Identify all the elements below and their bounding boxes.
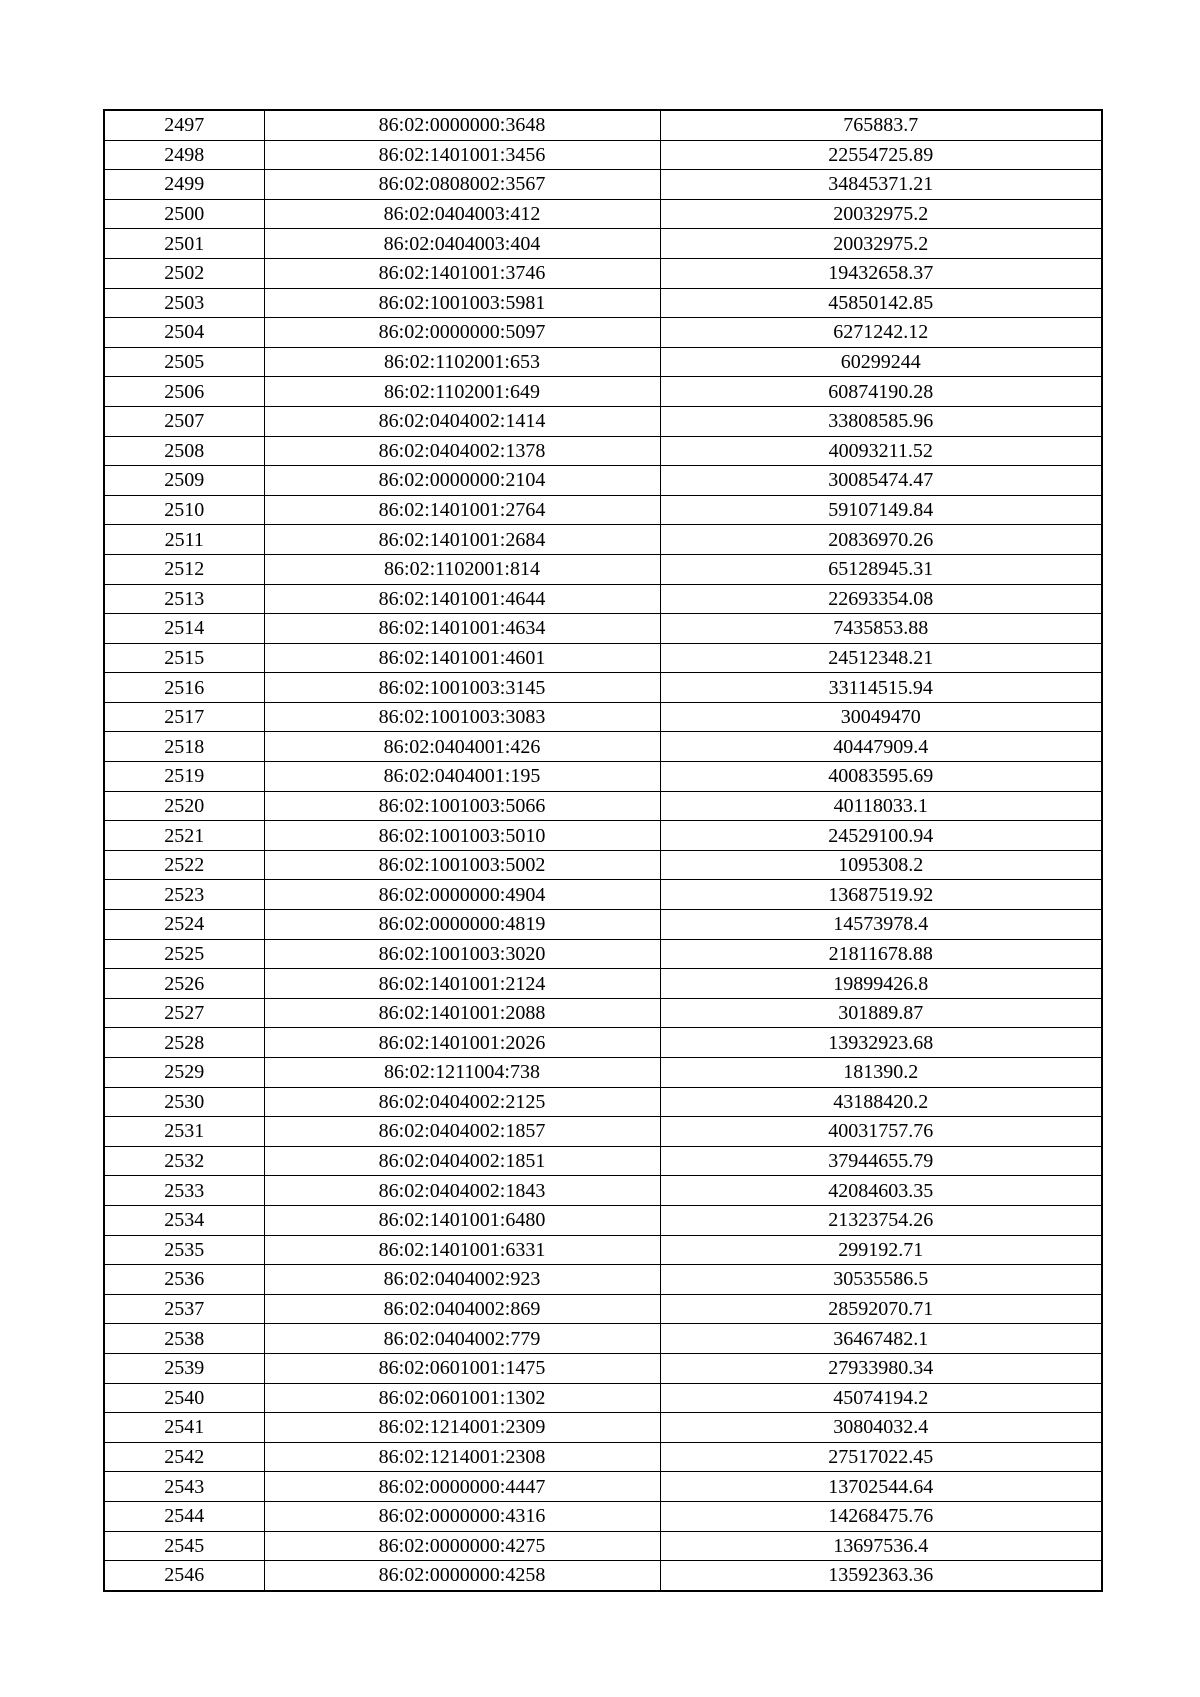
cadastral-value-cell: 30535586.5	[660, 1265, 1102, 1295]
cadastral-number-cell: 86:02:0000000:5097	[264, 318, 660, 348]
cadastral-value-cell: 24529100.94	[660, 821, 1102, 851]
row-number-cell: 2514	[104, 614, 264, 644]
cadastral-number-cell: 86:02:1001003:5002	[264, 850, 660, 880]
table-row	[104, 554, 1102, 584]
row-number-cell: 2546	[104, 1561, 264, 1591]
cadastral-number-cell: 86:02:0404002:1851	[264, 1146, 660, 1176]
cadastral-value-cell: 27933980.34	[660, 1353, 1102, 1383]
cadastral-value-cell: 43188420.2	[660, 1087, 1102, 1117]
row-number-cell: 2499	[104, 170, 264, 200]
cadastral-value-cell: 40447909.4	[660, 732, 1102, 762]
cadastral-value-cell: 40031757.76	[660, 1117, 1102, 1147]
cadastral-number-cell: 86:02:0404001:426	[264, 732, 660, 762]
cadastral-number-cell: 86:02:1001003:3145	[264, 673, 660, 703]
cadastral-value-cell: 19432658.37	[660, 258, 1102, 288]
cadastral-value-cell: 21811678.88	[660, 939, 1102, 969]
row-number-cell: 2520	[104, 791, 264, 821]
row-number-cell: 2513	[104, 584, 264, 614]
row-number-cell: 2497	[104, 110, 264, 140]
cadastral-value-cell: 13697536.4	[660, 1531, 1102, 1561]
row-number-cell: 2509	[104, 466, 264, 496]
cadastral-number-cell: 86:02:0000000:4275	[264, 1531, 660, 1561]
cadastral-number-cell: 86:02:0404002:2125	[264, 1087, 660, 1117]
cadastral-number-cell: 86:02:1001003:3020	[264, 939, 660, 969]
cadastral-value-cell: 14268475.76	[660, 1501, 1102, 1531]
table-row	[104, 791, 1102, 821]
row-number-cell: 2510	[104, 495, 264, 525]
table-row	[104, 110, 1102, 140]
table-row	[104, 1472, 1102, 1502]
cadastral-number-cell: 86:02:0404001:195	[264, 762, 660, 792]
cadastral-number-cell: 86:02:1214001:2308	[264, 1442, 660, 1472]
table-row	[104, 318, 1102, 348]
cadastral-value-cell: 45850142.85	[660, 288, 1102, 318]
cadastral-number-cell: 86:02:0601001:1475	[264, 1353, 660, 1383]
cadastral-value-cell: 60299244	[660, 347, 1102, 377]
cadastral-number-cell: 86:02:1401001:2684	[264, 525, 660, 555]
row-number-cell: 2531	[104, 1117, 264, 1147]
cadastral-number-cell: 86:02:1401001:2764	[264, 495, 660, 525]
cadastral-value-cell: 59107149.84	[660, 495, 1102, 525]
cadastral-value-cell: 22693354.08	[660, 584, 1102, 614]
table-row	[104, 1087, 1102, 1117]
cadastral-number-cell: 86:02:1401001:3456	[264, 140, 660, 170]
table-row	[104, 288, 1102, 318]
row-number-cell: 2515	[104, 643, 264, 673]
cadastral-value-cell: 19899426.8	[660, 969, 1102, 999]
cadastral-number-cell: 86:02:0404002:1378	[264, 436, 660, 466]
table-row	[104, 1442, 1102, 1472]
cadastral-value-cell: 27517022.45	[660, 1442, 1102, 1472]
row-number-cell: 2543	[104, 1472, 264, 1502]
row-number-cell: 2518	[104, 732, 264, 762]
cadastral-value-table	[103, 109, 1103, 1592]
row-number-cell: 2534	[104, 1205, 264, 1235]
cadastral-number-cell: 86:02:0601001:1302	[264, 1383, 660, 1413]
cadastral-number-cell: 86:02:0404002:923	[264, 1265, 660, 1295]
row-number-cell: 2503	[104, 288, 264, 318]
cadastral-value-cell: 20032975.2	[660, 229, 1102, 259]
row-number-cell: 2502	[104, 258, 264, 288]
table-row	[104, 1324, 1102, 1354]
table-row	[104, 1561, 1102, 1591]
cadastral-value-cell: 33114515.94	[660, 673, 1102, 703]
table-row	[104, 673, 1102, 703]
cadastral-number-cell: 86:02:1214001:2309	[264, 1413, 660, 1443]
table-row	[104, 1531, 1102, 1561]
cadastral-value-cell: 13932923.68	[660, 1028, 1102, 1058]
table-row	[104, 1265, 1102, 1295]
table-row	[104, 1413, 1102, 1443]
cadastral-value-cell: 65128945.31	[660, 554, 1102, 584]
cadastral-number-cell: 86:02:1401001:6331	[264, 1235, 660, 1265]
cadastral-number-cell: 86:02:0404002:1843	[264, 1176, 660, 1206]
cadastral-value-cell: 34845371.21	[660, 170, 1102, 200]
table-row	[104, 1146, 1102, 1176]
cadastral-number-cell: 86:02:1401001:4644	[264, 584, 660, 614]
row-number-cell: 2540	[104, 1383, 264, 1413]
cadastral-value-cell: 36467482.1	[660, 1324, 1102, 1354]
row-number-cell: 2539	[104, 1353, 264, 1383]
cadastral-number-cell: 86:02:0000000:3648	[264, 110, 660, 140]
table-row	[104, 199, 1102, 229]
table-row	[104, 584, 1102, 614]
row-number-cell: 2508	[104, 436, 264, 466]
row-number-cell: 2516	[104, 673, 264, 703]
row-number-cell: 2536	[104, 1265, 264, 1295]
row-number-cell: 2525	[104, 939, 264, 969]
table-row	[104, 910, 1102, 940]
cadastral-number-cell: 86:02:0404002:1414	[264, 406, 660, 436]
table-row	[104, 466, 1102, 496]
table-row	[104, 1235, 1102, 1265]
row-number-cell: 2530	[104, 1087, 264, 1117]
row-number-cell: 2523	[104, 880, 264, 910]
row-number-cell: 2524	[104, 910, 264, 940]
cadastral-value-cell: 765883.7	[660, 110, 1102, 140]
table-row	[104, 969, 1102, 999]
cadastral-value-cell: 181390.2	[660, 1058, 1102, 1088]
row-number-cell: 2501	[104, 229, 264, 259]
table-row	[104, 821, 1102, 851]
table-row	[104, 1294, 1102, 1324]
cadastral-number-cell: 86:02:0000000:4904	[264, 880, 660, 910]
cadastral-number-cell: 86:02:1401001:6480	[264, 1205, 660, 1235]
row-number-cell: 2517	[104, 702, 264, 732]
cadastral-number-cell: 86:02:1001003:3083	[264, 702, 660, 732]
table-row	[104, 258, 1102, 288]
cadastral-value-cell: 20836970.26	[660, 525, 1102, 555]
cadastral-number-cell: 86:02:0000000:4819	[264, 910, 660, 940]
cadastral-number-cell: 86:02:0404002:869	[264, 1294, 660, 1324]
table-row	[104, 1353, 1102, 1383]
cadastral-number-cell: 86:02:1401001:2124	[264, 969, 660, 999]
table-row	[104, 140, 1102, 170]
row-number-cell: 2542	[104, 1442, 264, 1472]
row-number-cell: 2529	[104, 1058, 264, 1088]
row-number-cell: 2512	[104, 554, 264, 584]
cadastral-value-cell: 40083595.69	[660, 762, 1102, 792]
cadastral-value-cell: 13592363.36	[660, 1561, 1102, 1591]
row-number-cell: 2528	[104, 1028, 264, 1058]
table-row	[104, 525, 1102, 555]
cadastral-value-cell: 22554725.89	[660, 140, 1102, 170]
row-number-cell: 2537	[104, 1294, 264, 1324]
row-number-cell: 2526	[104, 969, 264, 999]
cadastral-value-cell: 14573978.4	[660, 910, 1102, 940]
row-number-cell: 2505	[104, 347, 264, 377]
cadastral-number-cell: 86:02:1102001:649	[264, 377, 660, 407]
table-row	[104, 732, 1102, 762]
cadastral-value-cell: 30049470	[660, 702, 1102, 732]
cadastral-number-cell: 86:02:0404003:404	[264, 229, 660, 259]
cadastral-value-cell: 6271242.12	[660, 318, 1102, 348]
table-row	[104, 643, 1102, 673]
table-row	[104, 1028, 1102, 1058]
cadastral-value-cell: 13702544.64	[660, 1472, 1102, 1502]
cadastral-value-cell: 20032975.2	[660, 199, 1102, 229]
row-number-cell: 2500	[104, 199, 264, 229]
table-row	[104, 850, 1102, 880]
cadastral-value-cell: 28592070.71	[660, 1294, 1102, 1324]
row-number-cell: 2541	[104, 1413, 264, 1443]
cadastral-number-cell: 86:02:0404003:412	[264, 199, 660, 229]
table-row	[104, 406, 1102, 436]
row-number-cell: 2538	[104, 1324, 264, 1354]
table-row	[104, 495, 1102, 525]
cadastral-value-cell: 42084603.35	[660, 1176, 1102, 1206]
table-row	[104, 1176, 1102, 1206]
table-row	[104, 229, 1102, 259]
table-row	[104, 939, 1102, 969]
table-row	[104, 347, 1102, 377]
cadastral-number-cell: 86:02:1102001:653	[264, 347, 660, 377]
row-number-cell: 2532	[104, 1146, 264, 1176]
cadastral-number-cell: 86:02:1001003:5981	[264, 288, 660, 318]
cadastral-value-cell: 40118033.1	[660, 791, 1102, 821]
table-row	[104, 1117, 1102, 1147]
row-number-cell: 2498	[104, 140, 264, 170]
row-number-cell: 2507	[104, 406, 264, 436]
table-row	[104, 377, 1102, 407]
cadastral-value-cell: 40093211.52	[660, 436, 1102, 466]
cadastral-value-cell: 301889.87	[660, 998, 1102, 1028]
row-number-cell: 2511	[104, 525, 264, 555]
table-row	[104, 1205, 1102, 1235]
cadastral-value-cell: 37944655.79	[660, 1146, 1102, 1176]
row-number-cell: 2544	[104, 1501, 264, 1531]
row-number-cell: 2504	[104, 318, 264, 348]
cadastral-value-cell: 45074194.2	[660, 1383, 1102, 1413]
row-number-cell: 2535	[104, 1235, 264, 1265]
table-row	[104, 436, 1102, 466]
row-number-cell: 2527	[104, 998, 264, 1028]
table-row	[104, 1501, 1102, 1531]
cadastral-number-cell: 86:02:1401001:4634	[264, 614, 660, 644]
cadastral-value-cell: 30085474.47	[660, 466, 1102, 496]
table-row	[104, 880, 1102, 910]
cadastral-value-cell: 60874190.28	[660, 377, 1102, 407]
cadastral-value-cell: 24512348.21	[660, 643, 1102, 673]
cadastral-value-cell: 1095308.2	[660, 850, 1102, 880]
row-number-cell: 2519	[104, 762, 264, 792]
row-number-cell: 2506	[104, 377, 264, 407]
cadastral-number-cell: 86:02:1001003:5010	[264, 821, 660, 851]
cadastral-number-cell: 86:02:0000000:4447	[264, 1472, 660, 1502]
cadastral-number-cell: 86:02:0000000:4316	[264, 1501, 660, 1531]
table-row	[104, 170, 1102, 200]
cadastral-number-cell: 86:02:1102001:814	[264, 554, 660, 584]
row-number-cell: 2533	[104, 1176, 264, 1206]
cadastral-value-cell: 21323754.26	[660, 1205, 1102, 1235]
cadastral-value-cell: 33808585.96	[660, 406, 1102, 436]
row-number-cell: 2522	[104, 850, 264, 880]
cadastral-number-cell: 86:02:1401001:2088	[264, 998, 660, 1028]
cadastral-number-cell: 86:02:0000000:2104	[264, 466, 660, 496]
cadastral-value-cell: 7435853.88	[660, 614, 1102, 644]
cadastral-number-cell: 86:02:0000000:4258	[264, 1561, 660, 1591]
cadastral-value-cell: 30804032.4	[660, 1413, 1102, 1443]
cadastral-number-cell: 86:02:0404002:779	[264, 1324, 660, 1354]
cadastral-number-cell: 86:02:1401001:4601	[264, 643, 660, 673]
table-row	[104, 1058, 1102, 1088]
table-body	[104, 110, 1102, 1591]
table-row	[104, 998, 1102, 1028]
cadastral-number-cell: 86:02:1211004:738	[264, 1058, 660, 1088]
cadastral-number-cell: 86:02:0404002:1857	[264, 1117, 660, 1147]
row-number-cell: 2545	[104, 1531, 264, 1561]
row-number-cell: 2521	[104, 821, 264, 851]
cadastral-value-cell: 299192.71	[660, 1235, 1102, 1265]
table-row	[104, 1383, 1102, 1413]
cadastral-number-cell: 86:02:1401001:3746	[264, 258, 660, 288]
table-row	[104, 614, 1102, 644]
cadastral-number-cell: 86:02:1001003:5066	[264, 791, 660, 821]
cadastral-number-cell: 86:02:1401001:2026	[264, 1028, 660, 1058]
cadastral-number-cell: 86:02:0808002:3567	[264, 170, 660, 200]
table-row	[104, 762, 1102, 792]
table-row	[104, 702, 1102, 732]
cadastral-value-cell: 13687519.92	[660, 880, 1102, 910]
